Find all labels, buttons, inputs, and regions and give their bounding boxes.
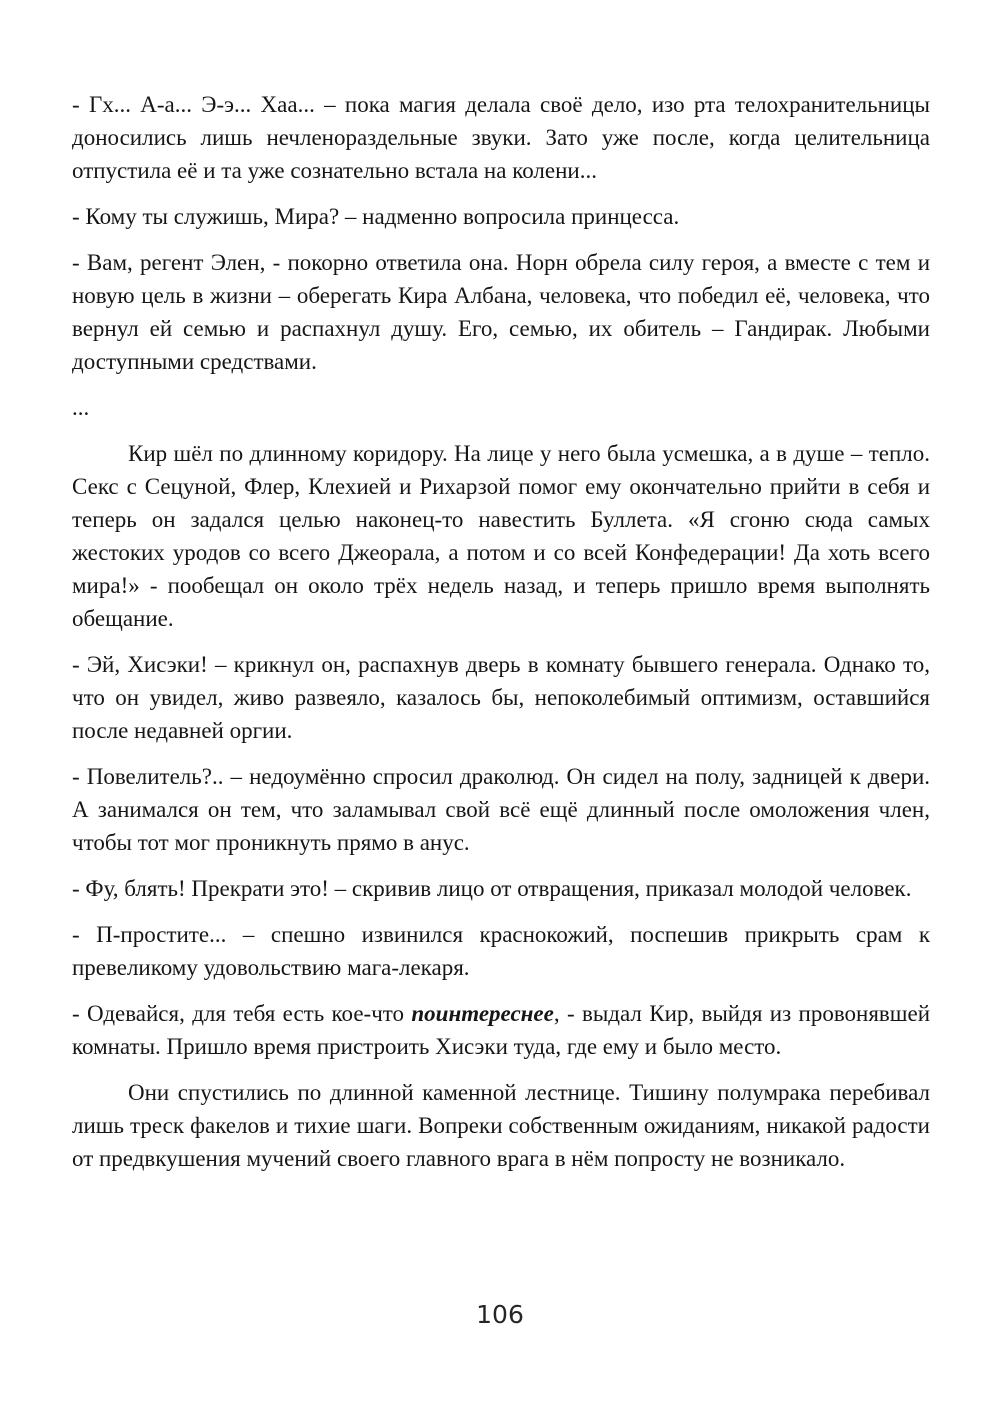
paragraph-dialogue-mira-answer: - Вам, регент Элен, - покорно ответила она. Норн обрела силу героя, а вместе с тем и новую цель в жизни – оберегать Кира Албана, человека, что победил её, человека, что вернул ей семью и распахнул душу. Его, семью, их обитель – Гандирак. Любыми доступными средствами. — [72, 250, 930, 374]
paragraph-dialogue-apology: - П-простите... – спешно извинился краснокожий, поспешив прикрыть срам к превеликому удовольствию мага-лекаря. — [72, 922, 930, 980]
paragraph-dialogue-povelitel: - Повелитель?.. – недоумённо спросил драколюд. Он сидел на полу, задницей к двери. А занимался он тем, что заламывал свой всё ещё длинный после омоложения член, чтобы тот мог проникнуть прямо в анус. — [72, 764, 930, 855]
segment-text-before: - Одевайся, для тебя есть кое-что — [72, 1001, 412, 1026]
paragraph-staircase-narration: Они спустились по длинной каменной лестнице. Тишину полумрака перебивал лишь треск факелов и тихие шаги. Вопреки собственным ожиданиям, никакой радости от предвкушения мучений своего главного врага в нём попросту не возникало. — [72, 1080, 930, 1171]
segment-text-after: , - выдал Кир, выйдя из провонявшей комнаты. Пришло время пристроить Хисэки туда, где ему и было место. — [72, 1001, 931, 1059]
text-content — [72, 88, 930, 1188]
paragraph-dialogue-princess-question: - Кому ты служишь, Мира? – надменно вопросила принцесса. — [72, 204, 680, 229]
paragraph-dialogue-fu-stop: - Фу, блять! Прекрати это! – скривив лицо от отвращения, приказал молодой человек. — [72, 876, 912, 901]
paragraph-dialogue-bodyguard-sounds: - Гх... А-а... Э-э... Хаа... – пока магия делала своё дело, изо рта телохранительницы доносились лишь нечленораздельные звуки. Зато уже после, когда целительница отпустила её и та уже сознательно встала на колени... — [72, 92, 930, 183]
paragraph-corridor-narration: Кир шёл по длинному коридору. На лице у него была усмешка, а в душе – тепло. Секс с Сецуной, Флер, Клехией и Рихарзой помог ему окончательно прийти в себя и теперь он задался целью наконец-то навестить Буллета. «Я сгоню сюда самых жестоких уродов со всего Джеорала, а потом и со всей Конфедерации! Да хоть всего мира!» - пообещал он около трёх недель назад, и теперь пришло время выполнять обещание. — [72, 441, 930, 631]
page-number: 106 — [476, 1300, 524, 1329]
paragraph-dialogue-hey-hiseki: - Эй, Хисэки! – крикнул он, распахнув дверь в комнату бывшего генерала. Однако то, что он увидел, живо развеяло, казалось бы, непоколебимый оптимизм, оставшийся после недавней оргии. — [72, 652, 930, 743]
paragraph-dialogue-get-dressed — [72, 997, 930, 1063]
paragraph-ellipsis-break: ... — [72, 395, 90, 420]
emphasis-word: поинтереснее — [411, 1001, 554, 1026]
